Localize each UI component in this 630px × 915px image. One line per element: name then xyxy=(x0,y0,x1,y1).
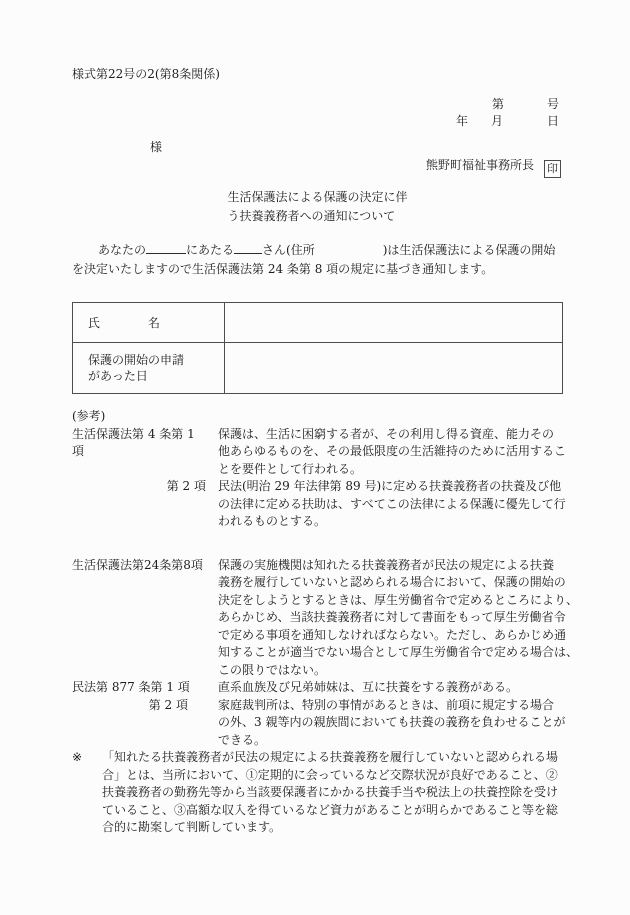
reference-line: の法律に定める扶助は、すべてこの法律による保護に優先して行 xyxy=(218,496,566,511)
reference-line: とを要件として行われる。 xyxy=(218,461,363,476)
form-number: 様式第22号の2(第8条関係) xyxy=(72,67,220,81)
intro-seg-2: にあたる xyxy=(186,243,235,257)
intro-line-1 xyxy=(72,241,563,260)
table-row-application-date xyxy=(73,343,563,394)
note-line: ていること、③高額な収入を得ているなど資力があることが明らかであること等を総 xyxy=(102,802,559,817)
note-line: 扶養義務者の勤務先等から当該要保護者にかかる扶養手当や税法上の扶養控除を受け xyxy=(102,785,559,799)
reference-label: 生活保護法第24条第8項 xyxy=(72,557,203,572)
addressee-line xyxy=(72,139,563,156)
document-content xyxy=(72,66,579,837)
date-year-label: 年 xyxy=(455,114,468,128)
addressee-suffix: 様 xyxy=(150,140,163,154)
date-day-label: 日 xyxy=(546,114,559,128)
note-line: 「知れたる扶養義務者が民法の規定による扶養義務を履行していないと認められる場 xyxy=(102,750,559,764)
note-line: 合」とは、当所において、①定期的に会っているなど交際状況が良好であること、② xyxy=(102,767,558,782)
seal-placeholder: 印 xyxy=(544,160,561,178)
issuer-title: 熊野町福祉事務所長 xyxy=(425,158,534,172)
doc-number-prefix: 第 xyxy=(491,97,504,111)
reference-body xyxy=(206,679,563,697)
reference-item-act4-1 xyxy=(72,426,567,479)
table-row-name xyxy=(73,303,563,343)
reference-line: あらかじめ、当該扶養義務者に対して書面をもって厚生労働省令 xyxy=(218,610,566,624)
note-body xyxy=(102,749,563,837)
title-line-1: 生活保護法による保護の決定に伴 xyxy=(227,190,408,204)
date-month-label: 月 xyxy=(490,114,503,128)
reference-line: 決定をしようとするときは、厚生労働省令で定めるところにより、 xyxy=(218,592,579,607)
document-title xyxy=(72,188,563,226)
reference-line: 義務を履行していないと認められる場合において、保護の開始の xyxy=(218,575,566,589)
date-line xyxy=(72,113,563,130)
note-line: 合的に勘案して判断しています。 xyxy=(102,820,282,834)
name-value-cell xyxy=(225,303,563,343)
reference-line: 家庭裁判所は、特別の事情があるときは、前項に規定する場合 xyxy=(218,697,555,712)
application-date-label-line1: 保護の開始の申請 xyxy=(88,353,185,367)
intro-line-2: を決定いたしますので生活保護法第 24 条第 8 項の規定に基づき通知します。 xyxy=(72,262,494,276)
reference-line: 直系血族及び兄弟姉妹は、互に扶養をする義務がある。 xyxy=(218,680,519,694)
reference-body xyxy=(206,557,578,680)
reference-line: 他あらゆるものを、その最低限度の生活維持のために活用するこ xyxy=(218,444,567,458)
name-blank-field xyxy=(234,241,262,254)
reference-line: 保護の実施機関は知れたる扶養義務者が民法の規定による扶養 xyxy=(218,557,555,572)
reference-body xyxy=(206,426,566,479)
reference-label: 生活保護法第 4 条第 1 項 xyxy=(72,426,195,458)
doc-number-suffix: 号 xyxy=(546,97,559,111)
reference-section xyxy=(72,408,579,837)
reference-line: の外、3 親等内の親族間においても扶養の義務を負わせることが xyxy=(218,715,566,729)
reference-item-civil877-2 xyxy=(72,697,566,750)
application-date-label-line2: があった日 xyxy=(88,369,148,383)
reference-line: できる。 xyxy=(218,732,267,747)
reference-line: この限りではない。 xyxy=(218,662,327,677)
application-date-label-cell xyxy=(73,343,225,394)
reference-body xyxy=(206,697,565,750)
reference-line: 保護は、生活に困窮する者が、その利用し得る資産、能力その xyxy=(218,426,555,441)
doc-number-line xyxy=(72,96,563,113)
title-line-2: う扶養義務者への通知について xyxy=(227,209,396,223)
notification-table xyxy=(72,302,563,394)
note-marker: ※ xyxy=(72,750,83,764)
reference-label: 第 2 項 xyxy=(148,697,188,712)
reference-item-act4-2 xyxy=(72,478,566,531)
relation-blank-field xyxy=(146,241,186,254)
intro-seg-3: さん(住所 xyxy=(262,243,315,257)
reference-label: 民法第 877 条第 1 項 xyxy=(72,680,190,694)
intro-seg-4: )は生活保護法による保護の開始 xyxy=(382,243,556,257)
reference-note xyxy=(72,749,563,837)
reference-line: で定める事項を通知しなければならない。ただし、あらかじめ通 xyxy=(218,627,567,642)
reference-body xyxy=(206,478,566,531)
issuer-line xyxy=(72,157,563,178)
reference-line: 民法(明治 29 年法律第 89 号)に定める扶養義務者の扶養及び他 xyxy=(218,479,562,493)
reference-item-civil877-1 xyxy=(72,679,563,697)
application-date-value-cell xyxy=(225,343,563,394)
reference-line: われるものとする。 xyxy=(218,514,327,528)
intro-seg-1: あなたの xyxy=(98,243,147,257)
reference-heading: (参考) xyxy=(72,409,106,423)
name-label-cell: 氏 名 xyxy=(73,303,225,343)
intro-paragraph xyxy=(72,241,563,279)
reference-item-act24-8 xyxy=(72,557,579,680)
reference-line: 知することが適当でない場合として厚生労働省令で定める場合は、 xyxy=(218,645,579,659)
reference-label: 第 2 項 xyxy=(166,479,206,493)
